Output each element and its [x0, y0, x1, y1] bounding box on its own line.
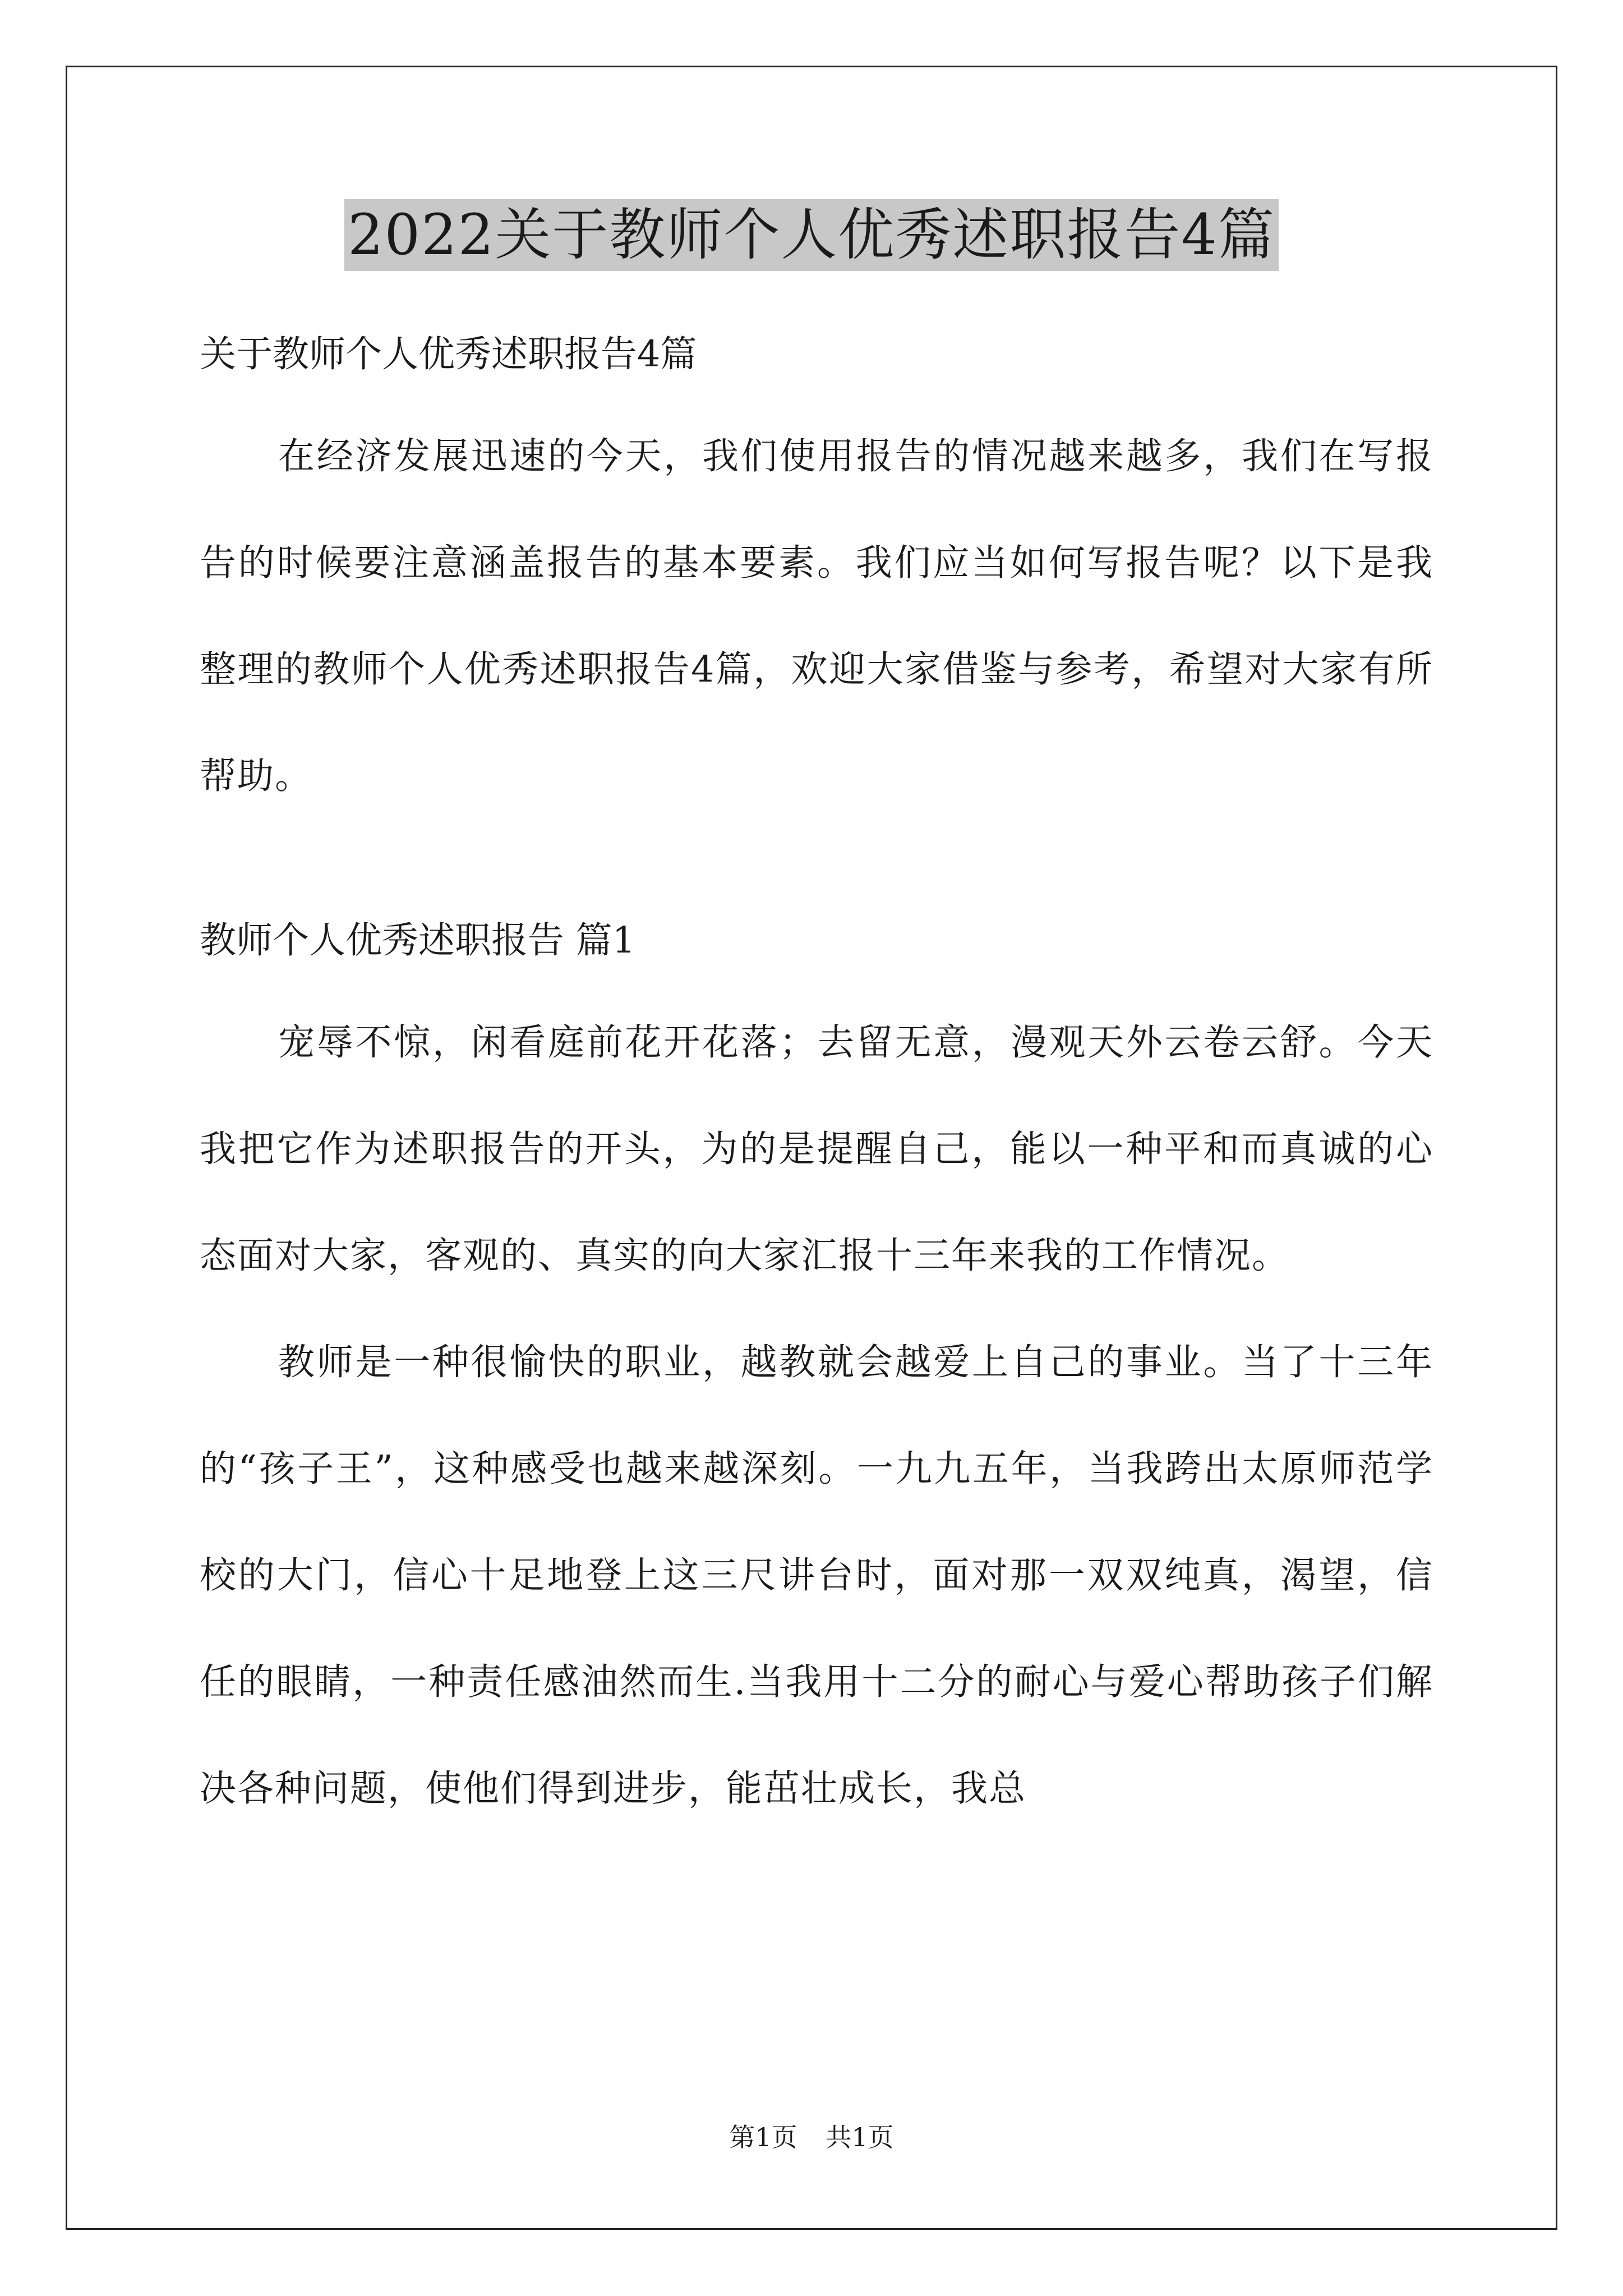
title-block: [0, 199, 1623, 271]
document-title: 2022关于教师个人优秀述职报告4篇: [344, 199, 1279, 271]
body-paragraph: 宠辱不惊，闲看庭前花开花落；去留无意，漫观天外云卷云舒。今天我把它作为述职报告的开头，为的是提醒自己，能以一种平和而真诚的心态面对大家，客观的、真实的向大家汇报十三年来我的工作情况。: [200, 1022, 1433, 1277]
page-number: 第1页: [729, 2122, 797, 2152]
body-paragraph: 教师是一种很愉快的职业，越教就会越爱上自己的事业。当了十三年的“孩子王”，这种感受也越来越深刻。一九九五年，当我跨出太原师范学校的大门，信心十足地登上这三尺讲台时，面对那一双双纯真，渴望，信任的眼睛，一种责任感油然而生.当我用十二分的耐心与爱心帮助孩子们解决各种问题，使他们得到进步，能茁壮成长，我总: [200, 1341, 1433, 1810]
page-footer: [0, 2120, 1623, 2154]
intro-paragraph: 在经济发展迅速的今天，我们使用报告的情况越来越多，我们在写报告的时候要注意涵盖报告的基本要素。我们应当如何写报告呢？以下是我整理的教师个人优秀述职报告4篇，欢迎大家借鉴与参考，希望对大家有所帮助。: [200, 435, 1433, 797]
section-heading: 教师个人优秀述职报告 篇1: [200, 919, 636, 961]
page-total: 共1页: [826, 2122, 894, 2152]
document-subtitle: 关于教师个人优秀述职报告4篇: [200, 333, 697, 375]
document-body: [200, 305, 1433, 1842]
